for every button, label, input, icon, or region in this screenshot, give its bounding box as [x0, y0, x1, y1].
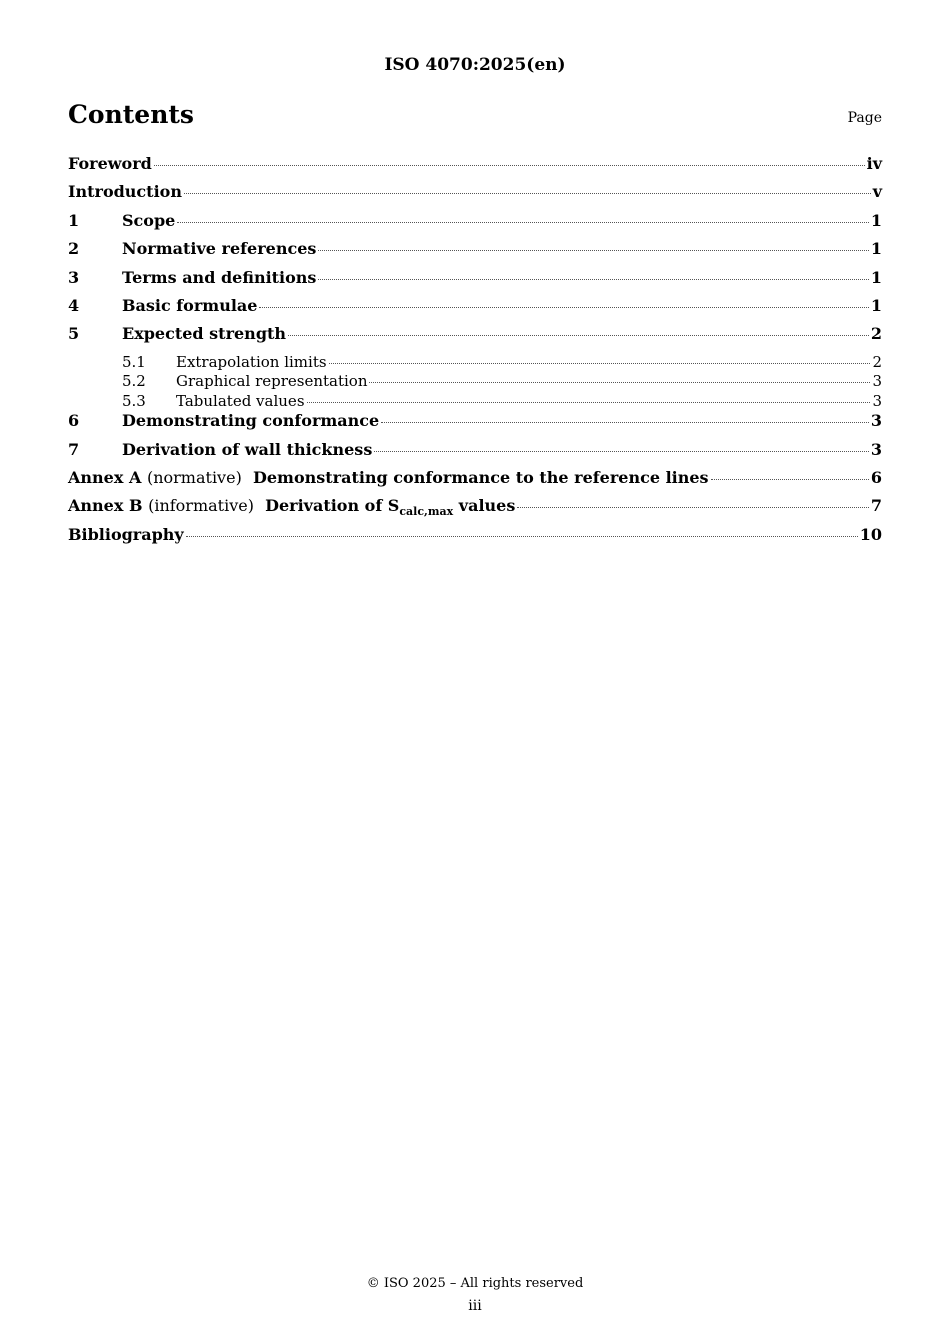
toc-entry-foreword[interactable] — [68, 154, 882, 182]
toc-dot-leader — [154, 165, 865, 166]
toc-entry-title: Demonstrating conformance — [122, 411, 380, 431]
annex-title-text: Demonstrating conformance to the reference lines — [252, 468, 709, 488]
toc-entry-introduction[interactable] — [68, 182, 882, 210]
toc-entry-title: Introduction — [68, 182, 182, 202]
toc-dot-leader — [318, 279, 868, 280]
toc-subentry-extrapolation-limits[interactable] — [68, 353, 882, 373]
toc-entry-page: 6 — [870, 468, 882, 488]
toc-entry-title: Graphical representation — [176, 372, 368, 391]
toc-entry-title: Scope — [122, 210, 176, 230]
toc-dot-leader — [329, 363, 871, 364]
toc-entry-title: Normative references — [122, 239, 317, 259]
toc-entry-scope[interactable] — [68, 211, 882, 239]
toc-entry-number: 4 — [68, 295, 80, 315]
table-of-contents — [68, 154, 882, 553]
toc-entry-annex-a[interactable] — [68, 468, 882, 496]
toc-entry-number: 5.1 — [122, 352, 146, 371]
toc-subentry-tabulated-values[interactable] — [68, 392, 882, 412]
toc-entry-title: Derivation of wall thickness — [122, 439, 373, 459]
toc-entry-title: Foreword — [68, 154, 152, 173]
toc-entry-number: 3 — [68, 267, 80, 287]
toc-entry-number: 1 — [68, 210, 80, 230]
toc-entry-page: v — [872, 182, 882, 202]
toc-entry-title: Expected strength — [122, 324, 287, 344]
toc-entry-title: Terms and definitions — [122, 267, 317, 287]
toc-dot-leader — [186, 536, 858, 537]
toc-entry-terms-definitions[interactable] — [68, 268, 882, 296]
annex-label: Annex A — [68, 468, 142, 488]
toc-entry-title: Bibliography — [68, 524, 184, 544]
annex-type: (normative) — [146, 468, 242, 488]
toc-entry-page: 7 — [870, 496, 882, 516]
toc-dot-leader — [307, 402, 871, 403]
annex-title-prefix: Derivation of S — [265, 496, 400, 516]
toc-entry-page: 3 — [870, 439, 882, 459]
toc-dot-leader — [288, 335, 869, 336]
toc-entry-title: Basic formulae — [122, 295, 258, 315]
toc-entry-page: 1 — [870, 210, 882, 230]
annex-type: (informative) — [148, 496, 254, 516]
toc-entry-page: 10 — [859, 524, 882, 544]
toc-entry-bibliography[interactable] — [68, 525, 882, 553]
toc-entry-page: 3 — [870, 411, 882, 431]
toc-entry-page: 2 — [872, 352, 882, 371]
toc-entry-page: 1 — [870, 239, 882, 259]
toc-subentry-graphical-representation[interactable] — [68, 372, 882, 392]
contents-heading: Contents — [68, 100, 195, 129]
toc-entry-title: Extrapolation limits — [176, 352, 327, 371]
toc-dot-leader — [318, 250, 868, 251]
toc-dot-leader — [374, 451, 869, 452]
toc-entry-number: 7 — [68, 439, 80, 459]
toc-entry-page: 2 — [870, 324, 882, 344]
toc-dot-leader — [259, 307, 868, 308]
toc-dot-leader — [381, 422, 869, 423]
toc-entry-page: 1 — [870, 295, 882, 315]
toc-entry-number: 5.3 — [122, 391, 146, 410]
toc-entry-normative-references[interactable] — [68, 239, 882, 267]
toc-entry-basic-formulae[interactable] — [68, 296, 882, 324]
toc-entry-number: 5 — [68, 324, 80, 344]
toc-dot-leader — [184, 193, 871, 194]
toc-entry-number: 5.2 — [122, 372, 146, 391]
toc-entry-expected-strength[interactable] — [68, 324, 882, 352]
page-column-label: Page — [847, 110, 882, 126]
toc-dot-leader — [369, 382, 870, 383]
annex-title-suffix: values — [453, 496, 516, 516]
page-number: iii — [468, 1298, 482, 1314]
copyright-footer: © ISO 2025 – All rights reserved — [366, 1276, 584, 1291]
toc-annex-title — [68, 496, 516, 519]
toc-entry-page: 1 — [870, 267, 882, 287]
toc-annex-title — [68, 468, 709, 487]
annex-label: Annex B — [68, 496, 143, 516]
toc-entry-number: 6 — [68, 411, 80, 431]
toc-entry-title: Tabulated values — [176, 391, 305, 410]
toc-entry-demonstrating-conformance[interactable] — [68, 411, 882, 439]
annex-title-subscript: calc,max — [399, 505, 454, 519]
toc-dot-leader — [177, 222, 869, 223]
toc-entry-annex-b[interactable] — [68, 496, 882, 524]
toc-entry-page: 3 — [872, 372, 882, 391]
toc-entry-number: 2 — [68, 239, 80, 259]
toc-entry-page: iv — [866, 154, 882, 173]
toc-entry-page: 3 — [872, 391, 882, 410]
toc-dot-leader — [711, 479, 869, 480]
document-id-header: ISO 4070:2025(en) — [384, 55, 566, 75]
toc-dot-leader — [517, 507, 869, 508]
toc-entry-wall-thickness[interactable] — [68, 440, 882, 468]
